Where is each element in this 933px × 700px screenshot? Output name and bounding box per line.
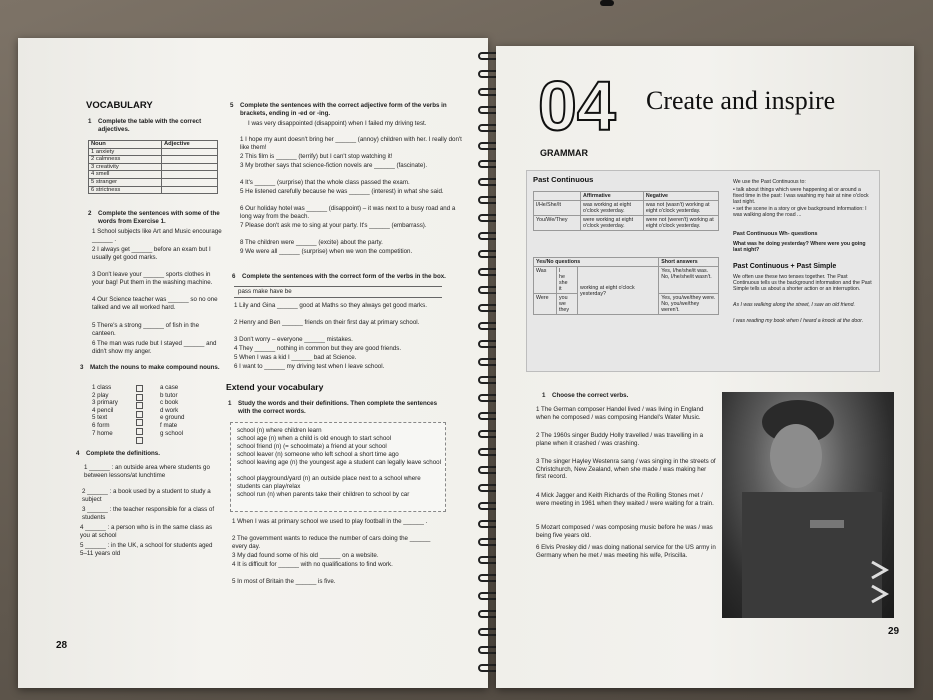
definition: school playground/yard (n) an outside place next to a school where students can play/relax (237, 475, 421, 490)
ex7-instruction: Study the words and their definitions. Then complete the sentences with the correct words. (238, 400, 438, 415)
short-answer: Yes, I/he/she/it was. (661, 268, 709, 274)
choose-item: 5 Mozart composed / was composing music before he was / was being five years old. (536, 524, 713, 539)
ex4-item: 3 ______ : the teacher responsible for a class of students (82, 506, 215, 521)
ex5-item: 1 I hope my aunt doesn't bring her ______ (annoy) children with her. I really don't like them! (240, 136, 462, 151)
ex7-item: 4 It is difficult for ______ with no qualifications to find work. (232, 561, 393, 568)
yn-subject: they (559, 307, 570, 313)
ex2-instruction: Complete the sentences with some of the words from Exercise 1. (98, 210, 220, 225)
adjective-header: Adjective (162, 141, 218, 149)
vocabulary-heading: VOCABULARY (86, 100, 153, 111)
yn-subject: it (559, 286, 562, 292)
ex5-item: 9 We were all ______ (surprise) when we won the competition. (240, 248, 413, 255)
noun-2: calmness (95, 156, 121, 163)
yn-subject: she (559, 280, 568, 286)
past-continuous-title: Past Continuous (533, 175, 594, 184)
pc-cell: were not (weren't) working at eight o'clock yesterday. (643, 216, 718, 231)
yn-subject: I (559, 268, 561, 274)
compound-left-item: 5 text (92, 414, 108, 422)
unit-title: Create and inspire (646, 86, 836, 115)
grammar-box (526, 170, 880, 372)
ex6-instruction: Complete the sentences with the correct form of the verbs in the box. (242, 273, 446, 280)
definition: school run (n) when parents take their children to school by car (237, 491, 410, 498)
ex5-item: 3 My brother says that science-fiction novels are ______ (fascinate). (240, 162, 428, 169)
ex2-item: 2 I always get ______ before an exam but I usually get good marks. (92, 246, 211, 261)
ex2-item: 4 Our Science teacher was ______ so no one talked and we all worked hard. (92, 296, 218, 311)
pc-ps-example: As I was walking along the street, I saw an old friend. (733, 302, 855, 308)
ex5-item: 8 The children were ______ (excite) about the party. (240, 239, 383, 246)
pc-header: Affirmative (581, 192, 644, 201)
ex5-item: 4 It's ______ (surprise) that the whole class passed the exam. (240, 179, 410, 186)
ex6-item: 2 Henry and Ben ______ friends on their first day at primary school. (234, 319, 420, 326)
pc-cell: was working at eight o'clock yesterday. (581, 201, 644, 216)
choose-item: 1 The German composer Handel lived / was living in England when he composed / was composing Handel's Water Music. (536, 406, 704, 421)
compound-left-item: 7 home (92, 429, 113, 437)
ex2-item: 3 Don't leave your ______ sports clothes in your bag! Put them in the washing machine. (92, 271, 213, 286)
grammar-heading: GRAMMAR (540, 148, 588, 158)
ex4-item: 4 ______ : a person who is in the same class as you at school (80, 524, 213, 539)
compound-right-item: c book (160, 399, 179, 407)
page-number-right: 29 (888, 626, 900, 637)
definition: school leaver (n) someone who left school a short time ago (237, 451, 399, 458)
yn-subject: we (559, 301, 566, 307)
page-number-left: 28 (56, 640, 68, 651)
noun-header: Noun (89, 141, 162, 149)
pc-header (534, 192, 581, 201)
extend-vocabulary-heading: Extend your vocabulary (226, 382, 324, 392)
yn-subject: you (559, 295, 568, 301)
ex4-item: 1 ______ : an outside area where students go between lessons/at lunchtime (84, 464, 210, 479)
choose-item: 3 The singer Hayley Westenra sang / was singing in the streets of Christchurch, New Zealand, when she made / was making her first record. (536, 458, 716, 481)
pc-cell: I/He/She/It (534, 201, 581, 216)
pc-ps-text: We often use these two tenses together. The Past Continuous tells us the background information and the Past Simple tells us about a shorter action or an interruption. (733, 274, 872, 293)
compound-right-list (160, 384, 184, 437)
compound-left-item: 6 form (92, 421, 110, 429)
ex4-item: 2 ______ : a book used by a student to study a subject (82, 488, 211, 503)
noun-4: smell (95, 171, 110, 178)
ex5-item: 2 This film is ______ (terrify) but I can't stop watching it! (240, 153, 393, 160)
ex6-item: 1 Lily and Gina ______ good at Maths so they always get good marks. (234, 302, 427, 309)
ex5-instruction: Complete the sentences with the correct adjective form of the verbs in brackets, ending in -ed or -ing. (240, 102, 447, 117)
ex6-item: 4 They ______ nothing in common but they are good friends. (234, 345, 402, 352)
noun-1: anxiety (95, 148, 115, 155)
ex5-item: 5 He listened carefully because he was ______ (interest) in what she said. (240, 188, 444, 195)
compound-right-item: f mate (160, 421, 178, 429)
wh-example: What was he doing yesterday? Where were you going last night? (733, 241, 866, 254)
pc-ps-heading: Past Continuous + Past Simple (733, 263, 837, 270)
pc-header: Negative (643, 192, 718, 201)
ex7-item: 1 When I was at primary school we used to play football in the ______ . (232, 518, 428, 525)
use-intro: We use the Past Continuous to: (733, 179, 806, 185)
compound-right-item: e ground (160, 414, 185, 422)
ex2-item: 1 School subjects like Art and Music encourage ______ . (92, 228, 222, 243)
ex3-instruction: Match the nouns to make compound nouns. (90, 364, 220, 371)
compound-left-item: 3 primary (92, 399, 118, 407)
short-answer: Yes, you/we/they were. (661, 295, 716, 301)
unit-number-logo (536, 72, 632, 138)
wh-heading: Past Continuous Wh- questions (733, 231, 818, 237)
compound-right-item: d work (160, 406, 179, 414)
yes-no-questions-table (533, 257, 719, 315)
ex6-item: 3 Don't worry – everyone ______ mistakes. (234, 336, 353, 343)
short-answer: No, you/we/they weren't. (661, 301, 700, 313)
answer-boxes[interactable] (136, 385, 143, 444)
soldier-portrait-icon (722, 392, 894, 618)
left-page: VOCABULARY 1 Complete the table with the correct adjectives. Noun Adjective 1 anxiety 2 calmness 3 creativity 4 smell 5 stranger 6 strictness 2 Complete the sentences with some of the words from Exercise 1. 1 School subjects like Art and Music encourage ______ . 2 I always get ______ before an exam but I usually get good marks. 3 Don't leave your ______ sports clothes in your bag! Put them in the washing machine. 4 Our Science teacher was ______ so no one talked and we all worked hard. 5 There's a strong ______ of fish in the canteen. 6 The man was rude but I stayed ______ and didn't show my anger. 3 Match the nouns to make compound nouns. 1 class 2 play 3 primary 4 pencil 5 text 6 form 7 home a case b tutor c book d work e ground f mate g school 4 Complete the definitions. 1 ______ : an outside area where students go between lessons/at lunchtime 2 ______ : a book used by a student to study a subject 3 ______ : the teacher responsible for a class of students 4 ______ : a person who is in the same class as you at school 5 ______ : in the UK, a school for students aged 5–11 years old 5 Complete the sentences with the correct adjective form of the verbs in brackets, ending in -ed or -ing. I was very disappointed (disappoint) when I failed my driving test. 1 I hope my aunt doesn't bring her ______ (annoy) children with her. I really don't like them! 2 This film is ______ (terrify) but I can't stop watching it! 3 My brother says that science-fiction novels are ______ (fascinate). 4 It's ______ (surprise) that the whole class passed the exam. 5 He listened carefully because he was ______ (interest) in what she said. 6 Our holiday hotel was ______ (disappoint) – it was next to a busy road and a long way from the beach. 7 Please don't ask me to sing at your party. It's ______ (embarrass). 8 The children were ______ (excite) about the party. 9 We were all ______ (surprise) when we won the competition. 6 Complete the sentences with the correct form of the verbs in the box. pass make have be 1 Lily and Gina ______ good at Maths so they always get good marks. 2 Henry and Ben ______ friends on their first day at primary school. 3 Don't worry – everyone ______ mistakes. 4 They ______ nothing in common but they are good friends. 5 When I was a kid I ______ bad at Science. 6 I want to ______ my driving test when I leave school. Extend your vocabulary 1 Study the words and their definitions. Then complete the sentences with the correct words. school (n) where children learn school age (n) when a child is old enough to start school school friend (n) (= schoolmate) a friend at your school school leaver (n) someone who left school a short time ago school leaving age (n) the youngest age a student can legally leave school school playground/yard (n) an outside place next to a school where students can play/relax school run (n) when parents take their children to school by car 1 When I was at primary school we used to play football in the ______ . 2 The government wants to reduce the number of cars doing the ______ every day. 3 My dad found some of his old ______ on a website. 4 It is difficult for ______ with no qualifications to find work. 5 In most of Britain the ______ is five. 28 (18, 38, 488, 688)
yn-header: Yes/No questions (534, 258, 659, 267)
compound-right-item: g school (160, 429, 184, 437)
ex6-item: 5 When I was a kid I ______ bad at Science. (234, 354, 357, 361)
yn-was: Was (534, 267, 557, 294)
definition: school friend (n) (= schoolmate) a friend at your school (237, 443, 387, 450)
pc-cell: were working at eight o'clock yesterday. (581, 216, 644, 231)
ex4-instruction: Complete the definitions. (86, 450, 160, 457)
compound-left-item: 1 class (92, 384, 112, 391)
pc-ps-example: I was reading my book when I heard a knock at the door. (733, 318, 864, 324)
choose-item: 2 The 1960s singer Buddy Holly travelled / was travelling in a plane when it crashed / was crashing. (536, 432, 704, 447)
ex2-item: 5 There's a strong ______ of fish in the canteen. (92, 322, 200, 337)
ex1-instruction: Complete the table with the correct adjectives. (98, 118, 202, 133)
ex4-item: 5 ______ : in the UK, a school for students aged 5–11 years old (80, 542, 213, 557)
yn-verb: working at eight o'clock yesterday? (578, 267, 659, 315)
compound-right-item: a case (160, 384, 179, 391)
past-continuous-table (533, 191, 719, 231)
compound-left-item: 4 pencil (92, 406, 114, 414)
ex7-item: 2 The government wants to reduce the number of cars doing the ______ every day. (232, 535, 431, 550)
choose-verbs-instruction: Choose the correct verbs. (552, 392, 629, 399)
choose-item: 4 Mick Jagger and Keith Richards of the Rolling Stones met / were meeting in 1961 when they waited / were waiting for a train. (536, 492, 714, 507)
elvis-photo (722, 392, 894, 618)
pc-cell: You/We/They (534, 216, 581, 231)
definition: school leaving age (n) the youngest age a student can legally leave school (237, 459, 441, 466)
noun-adjective-table: Noun Adjective 1 anxiety 2 calmness 3 creativity 4 smell 5 stranger 6 strictness (88, 140, 218, 194)
choose-item: 6 Elvis Presley did / was doing national service for the US army in Germany when he met / was meeting his wife, Priscilla. (536, 544, 716, 559)
ex6-word-box: pass make have be (234, 286, 442, 298)
noun-6: strictness (95, 186, 121, 193)
ex7-item: 3 My dad found some of his old ______ on a website. (232, 552, 379, 559)
compound-left-item: 2 play (92, 391, 109, 399)
right-page: 04 Create and inspire GRAMMAR Past Continuous Affirmative Negative I/He/She/It was working at eight o'clock yesterday. was not (wasn't) working at eight o'clock yesterday. You/We/They were working at eight o'clock yesterday. were not (weren't) working at eight o'clock yesterday. Yes/No questions Short answers Was I he she it working at eight o'clock yesterday? Yes, I/he/she/it was. No, I/he/she/it wasn't. Were you we they Yes, you/we/they were. No, you/we/they weren't. We use the Past Continuous to: • talk about things which were happening at or around a fixed time in the past: I was washing my hair at nine o'clock last night. • set the scene in a story or give background information: I was walking along the road ... Past Continuous Wh- questions What was he doing yesterday? Where were you going last night? Past Continuous + Past Simple We often use these two tenses together. The Past Continuous tells us the background information and the Past Simple tells us about a shorter action or an interruption. As I was walking along the street, I saw an old friend. I was reading my book when I heard a knock at the door. 1 Choose the correct verbs. 1 The German composer Handel lived / was living in England when he composed / was composing Handel's Water Music. 2 The 1960s singer Buddy Holly travelled / was travelling in a plane when it crashed / was crashing. 3 The singer Hayley Westenra sang / was singing in the streets of Christchurch, New Zealand, when she made / was making her first record. 4 Mick Jagger and Keith Richards of the Rolling Stones met / were meeting in 1961 when they waited / were waiting for a train. 5 Mozart composed / was composing music before he was / was being five years old. 6 Elvis Presley did / was doing national service for the US army in Germany when he met / was meeting his wife, Priscilla. 29 (496, 46, 914, 688)
noun-5: stranger (95, 178, 118, 185)
definition: school (n) where children learn (237, 427, 322, 434)
ex6-item: 6 I want to ______ my driving test when I leave school. (234, 363, 385, 370)
binder-clip (600, 0, 614, 6)
sa-header: Short answers (659, 258, 719, 267)
ex7-item: 5 In most of Britain the ______ is five. (232, 578, 336, 585)
unit-number: 04 (538, 72, 616, 138)
noun-3: creativity (95, 163, 119, 170)
ex2-item: 6 The man was rude but I stayed ______ and didn't show my anger. (92, 340, 217, 355)
compound-left-list (92, 384, 118, 437)
short-answer: No, I/he/she/it wasn't. (661, 274, 712, 280)
ex5-item: 6 Our holiday hotel was ______ (disappoint) – it was next to a busy road and a long way from the beach. (240, 205, 456, 220)
ex5-item: 7 Please don't ask me to sing at your party. It's ______ (embarrass). (240, 222, 427, 229)
use-item: • talk about things which were happening at or around a fixed time in the past: I was washing my hair at nine o'clock last night. (733, 187, 869, 206)
definitions-card (230, 422, 446, 512)
definition: school age (n) when a child is old enough to start school (237, 435, 392, 442)
yn-subject: he (559, 274, 565, 280)
ex5-example: I was very disappointed (disappoint) when I failed my driving test. (248, 120, 427, 127)
yn-were: Were (534, 294, 557, 315)
use-item: • set the scene in a story or give background information: I was walking along the road ... (733, 206, 867, 219)
compound-right-item: b tutor (160, 391, 178, 399)
pc-cell: was not (wasn't) working at eight o'clock yesterday. (643, 201, 718, 216)
